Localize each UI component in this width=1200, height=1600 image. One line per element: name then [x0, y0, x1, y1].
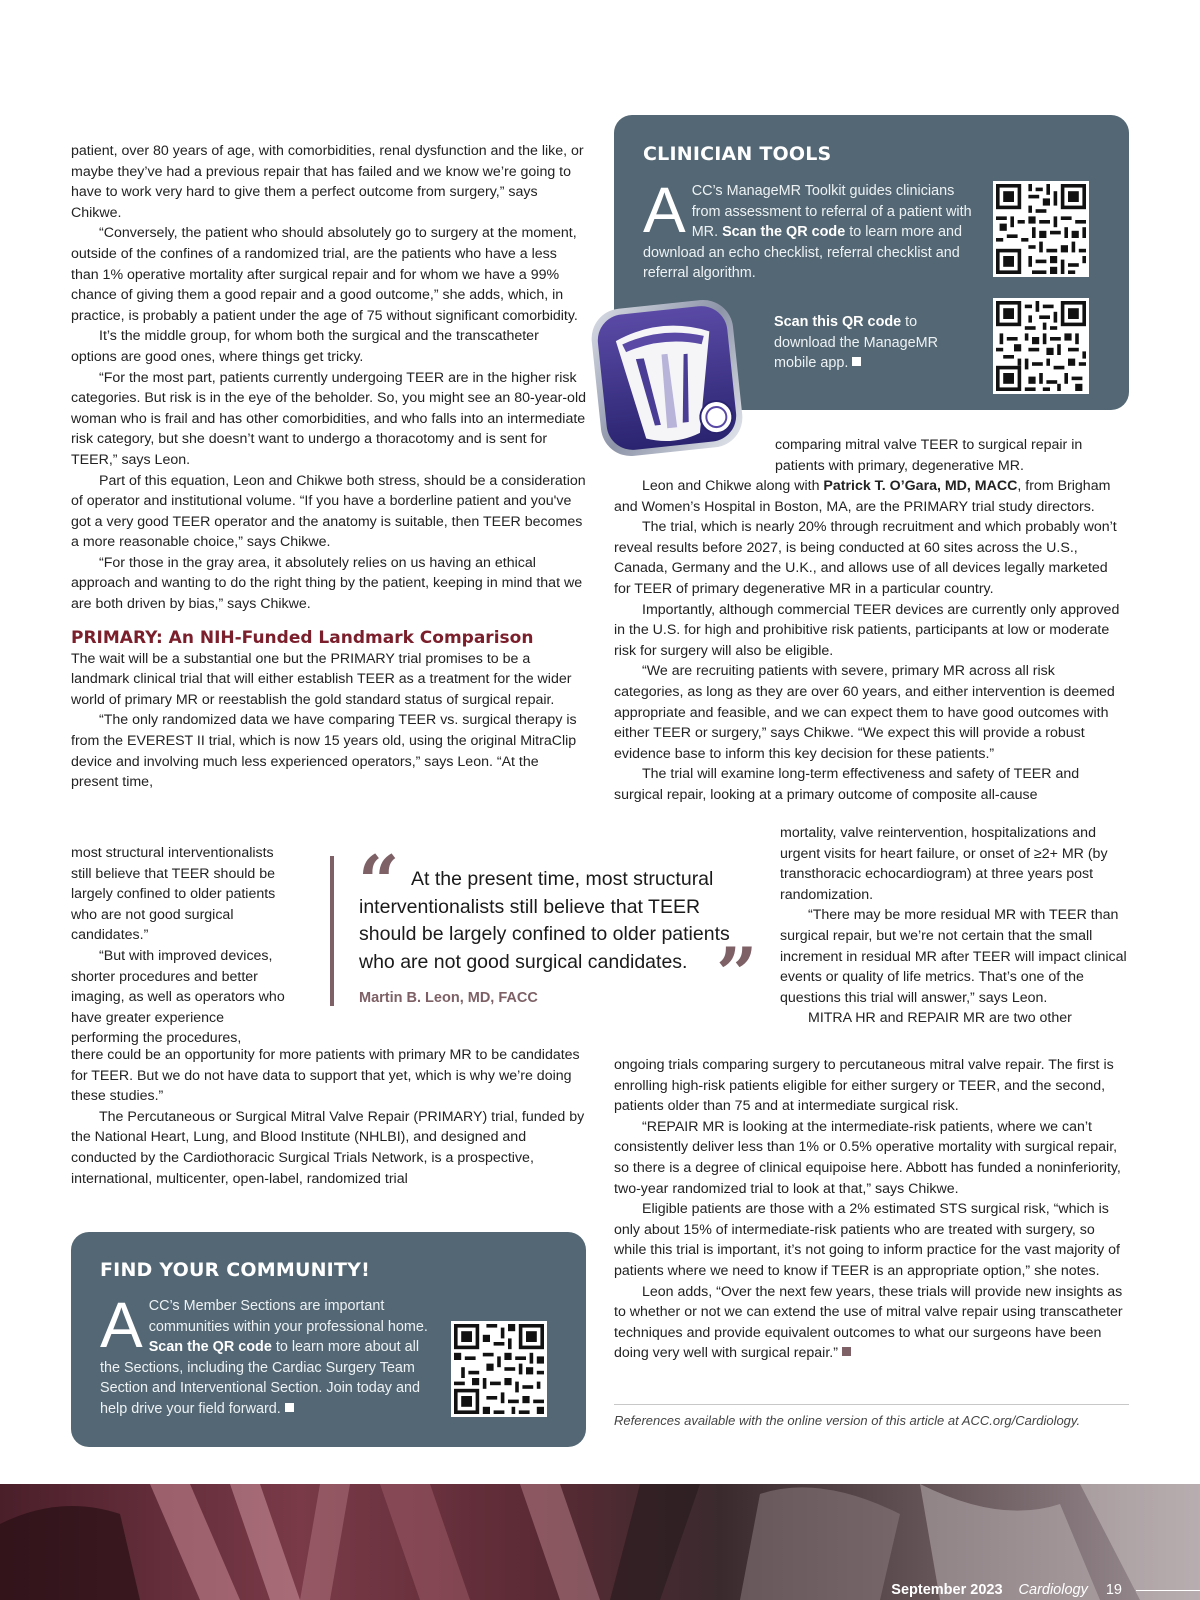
- drop-cap: A: [643, 174, 686, 246]
- body-paragraph: most structural interventionalists still believe that TEER should be largely confined to older patients who are not good surgical candidates.”: [71, 845, 276, 944]
- body-paragraph: mortality, valve reintervention, hospitalizations and urgent visits for heart failure, or onset of ≥2+ MR (by transthoracic echocardiogram) at three years post randomization.: [780, 825, 1108, 903]
- body-paragraph: ongoing trials comparing surgery to percutaneous mitral valve repair. The first is enrolling high-risk patients eligible for either surgery or TEER, and the second, patients older than 75 and at intermediate surgical risk.: [614, 1057, 1114, 1115]
- qr-code-icon: [454, 1324, 544, 1414]
- body-paragraph: there could be an opportunity for more patients with primary MR to be candidates for TEER. But we do not have data to support that yet, which is why we’re doing these studies.”: [71, 1047, 580, 1105]
- body-paragraph: The wait will be a substantial one but the PRIMARY trial promises to be a landmark clinical trial that will either establish TEER as a treatment for the wider world of primary MR or reestablish the gold standard status of surgical repair.: [71, 650, 572, 708]
- references-note: References available with the online version of this article at ACC.org/Cardiology.: [614, 1404, 1129, 1428]
- body-paragraph: “For those in the gray area, it absolutely relies on us having an ethical approach and wanting to do the right thing by the patient, keeping in mind that we are both driven by bias,” says Chikwe.: [71, 554, 583, 613]
- end-mark-icon: [285, 1403, 294, 1412]
- page-footer: [891, 1580, 1200, 1600]
- body-paragraph: “For the most part, patients currently undergoing TEER are in the higher risk categories. But risk is in the eye of the beholder. So, you might see an 80-year-old woman who is frail and has other comorbidities, and who falls into an intermediate risk category, but she doesn’t want to undergo a thoracotomy and is sent for TEER,” says Leon.: [71, 369, 586, 468]
- box-title: FIND YOUR COMMUNITY!: [100, 1259, 370, 1281]
- section-heading: PRIMARY: An NIH-Funded Landmark Comparison: [71, 627, 534, 648]
- right-column-bottom: [614, 1055, 1128, 1364]
- body-paragraph: The trial, which is nearly 20% through recruitment and which probably won’t reveal results before 2027, is being conducted at 60 sites across the U.S., Canada, Germany and the U.K., and allows use of all devices legally marketed for TEER of primary degenerative MR in a particular country.: [614, 519, 1117, 597]
- left-narrow-column: [71, 843, 291, 1049]
- qr-code-icon: [996, 184, 1086, 274]
- footer-rule: [1136, 1590, 1200, 1591]
- body-paragraph: “There may be more residual MR with TEER than surgical repair, but we’re not certain that the small increment in residual MR after TEER will impact clinical events or quality of life metrics. That’s one of the questions this trial will answer,” says Leon.: [780, 907, 1127, 1006]
- page-number: 19: [1105, 1582, 1122, 1598]
- left-column-bottom: [71, 1045, 587, 1189]
- end-mark-icon: [852, 357, 861, 366]
- qr-code-app[interactable]: [993, 298, 1089, 394]
- body-paragraph: The Percutaneous or Surgical Mitral Valve Repair (PRIMARY) trial, funded by the National Heart, Lung, and Blood Institute (NHLBI), and designed and conducted by the Cardiothoracic Surgical Trials Network, is a prospective, international, multicenter, open-label, randomized trial: [71, 1108, 585, 1187]
- end-mark-icon: [842, 1347, 851, 1356]
- body-paragraph: Leon and Chikwe along with Patrick T. O’Gara, MD, MACC, from Brigham and Women’s Hospital in Boston, MA, are the PRIMARY trial study directors.: [614, 478, 1111, 515]
- body-paragraph: The trial will examine long-term effectiveness and safety of TEER and surgical repair, looking at a primary outcome of composite all-cause: [614, 766, 1080, 803]
- open-quote-icon: “: [358, 839, 400, 924]
- body-paragraph: “We are recruiting patients with severe, primary MR across all risk categories, as long as they are over 60 years, and either intervention is deemed appropriate and feasible, and we can expect them to have good outcomes with either TEER or surgery,” says Chikwe. “We expect this will provide a robust evidence base to inform this key decision for these patients.”: [614, 663, 1115, 762]
- body-paragraph: comparing mitral valve TEER to surgical repair in patients with primary, degenerative MR.: [775, 437, 1083, 474]
- magazine-name: Cardiology: [1018, 1582, 1088, 1598]
- body-paragraph: Eligible patients are those with a 2% estimated STS surgical risk, “which is only about 15% of intermediate-risk patients who are treated with surgery, so while this trial is important, it’s not going to inform practice for the vast majority of patients where we need to know if TEER is an appropriate option,” she notes.: [614, 1201, 1120, 1279]
- qr-code-icon: [996, 301, 1086, 391]
- right-column-top: [775, 435, 1115, 476]
- quote-text: At the present time, most structural interventionalists still believe that TEER should be largely confined to older patients who are not good surgical candidates.: [359, 868, 730, 973]
- app-icon: [590, 296, 745, 461]
- drop-cap: A: [100, 1289, 143, 1361]
- body-paragraph: Leon adds, “Over the next few years, these trials will provide new insights as to whether or not we can extend the use of mitral valve repair using transcatheter techniques and provide equivalent outcomes to what our surgeons have been doing very well with surgical repair.”: [614, 1283, 1123, 1362]
- managemr-app-icon[interactable]: [590, 296, 745, 461]
- right-column: [614, 476, 1128, 806]
- body-paragraph: Importantly, although commercial TEER devices are currently only approved in the U.S. for high and prohibitive risk patients, participants at low or moderate risk for surgery will also be eligible.: [614, 601, 1120, 659]
- community-box: [71, 1232, 586, 1447]
- close-quote-icon: ”: [716, 931, 758, 1016]
- body-paragraph: Part of this equation, Leon and Chikwe both stress, should be a consideration of operator and institutional volume. “If you have a borderline patient and you've got a very good TEER operator and the anatomy is suitable, then TEER becomes a more reasonable choice,” says Chikwe.: [71, 472, 586, 551]
- pull-quote: [330, 839, 758, 1016]
- box-text-app: Scan this QR code to download the ManageMR mobile app.: [774, 314, 938, 372]
- box-title: CLINICIAN TOOLS: [643, 143, 832, 165]
- body-paragraph: “The only randomized data we have comparing TEER vs. surgical therapy is from the EVEREST II trial, which is now 15 years old, using the original MitraClip device and involving much less experienced operators,” says Leon. “At the present time,: [71, 712, 577, 791]
- box-text: A CC’s ManageMR Toolkit guides clinicians from assessment to referral of a patient with MR. Scan the QR code to learn more and download an echo checklist, referral checklist and referral algorithm.: [643, 174, 972, 282]
- quote-attribution: Martin B. Leon, MD, FACC: [359, 990, 538, 1006]
- body-paragraph: patient, over 80 years of age, with comorbidities, renal dysfunction and the like, or maybe they’ve had a previous repair that has failed and we know we’re going to have to work very hard to give them a perfect outcome from surgery,” says Chikwe.: [71, 143, 584, 221]
- right-narrow-column: [780, 823, 1128, 1029]
- qr-code-toolkit[interactable]: [993, 181, 1089, 277]
- body-paragraph: “REPAIR MR is looking at the intermediate-risk patients, where we can’t consistently deliver less than 1% or 0.5% operative mortality with surgical repair, so there is a degree of clinical equipoise here. Abbott has funded a noninferiority, two-year randomized trial to look at that,” says Chikwe.: [614, 1118, 1121, 1197]
- issue-date: September 2023: [891, 1582, 1003, 1598]
- body-paragraph: “Conversely, the patient who should absolutely go to surgery at the moment, outside of the confines of a randomized trial, are the patients who have a less than 1% operative mortality after surgical repair and for whom we have a 99% chance of giving them a good repair and a good outcome,” she adds, which, in practice, is probably a patient under the age of 75 without significant comorbidity.: [71, 225, 578, 324]
- qr-code-sections[interactable]: [451, 1321, 547, 1417]
- left-column: [71, 141, 587, 793]
- box-text: A CC’s Member Sections are important communities within your professional home. Scan the QR code to learn more about all the Sections, including the Cardiac Surgery Team Section and Interventional Section. Join today and help drive your field forward.: [100, 1289, 428, 1417]
- body-paragraph: MITRA HR and REPAIR MR are two other: [808, 1010, 1072, 1027]
- body-paragraph: It’s the middle group, for whom both the surgical and the transcatheter options are good ones, where things get tricky.: [71, 328, 539, 365]
- body-paragraph: “But with improved devices, shorter procedures and better imaging, as well as operators who have greater experience performing the procedures,: [71, 947, 285, 1047]
